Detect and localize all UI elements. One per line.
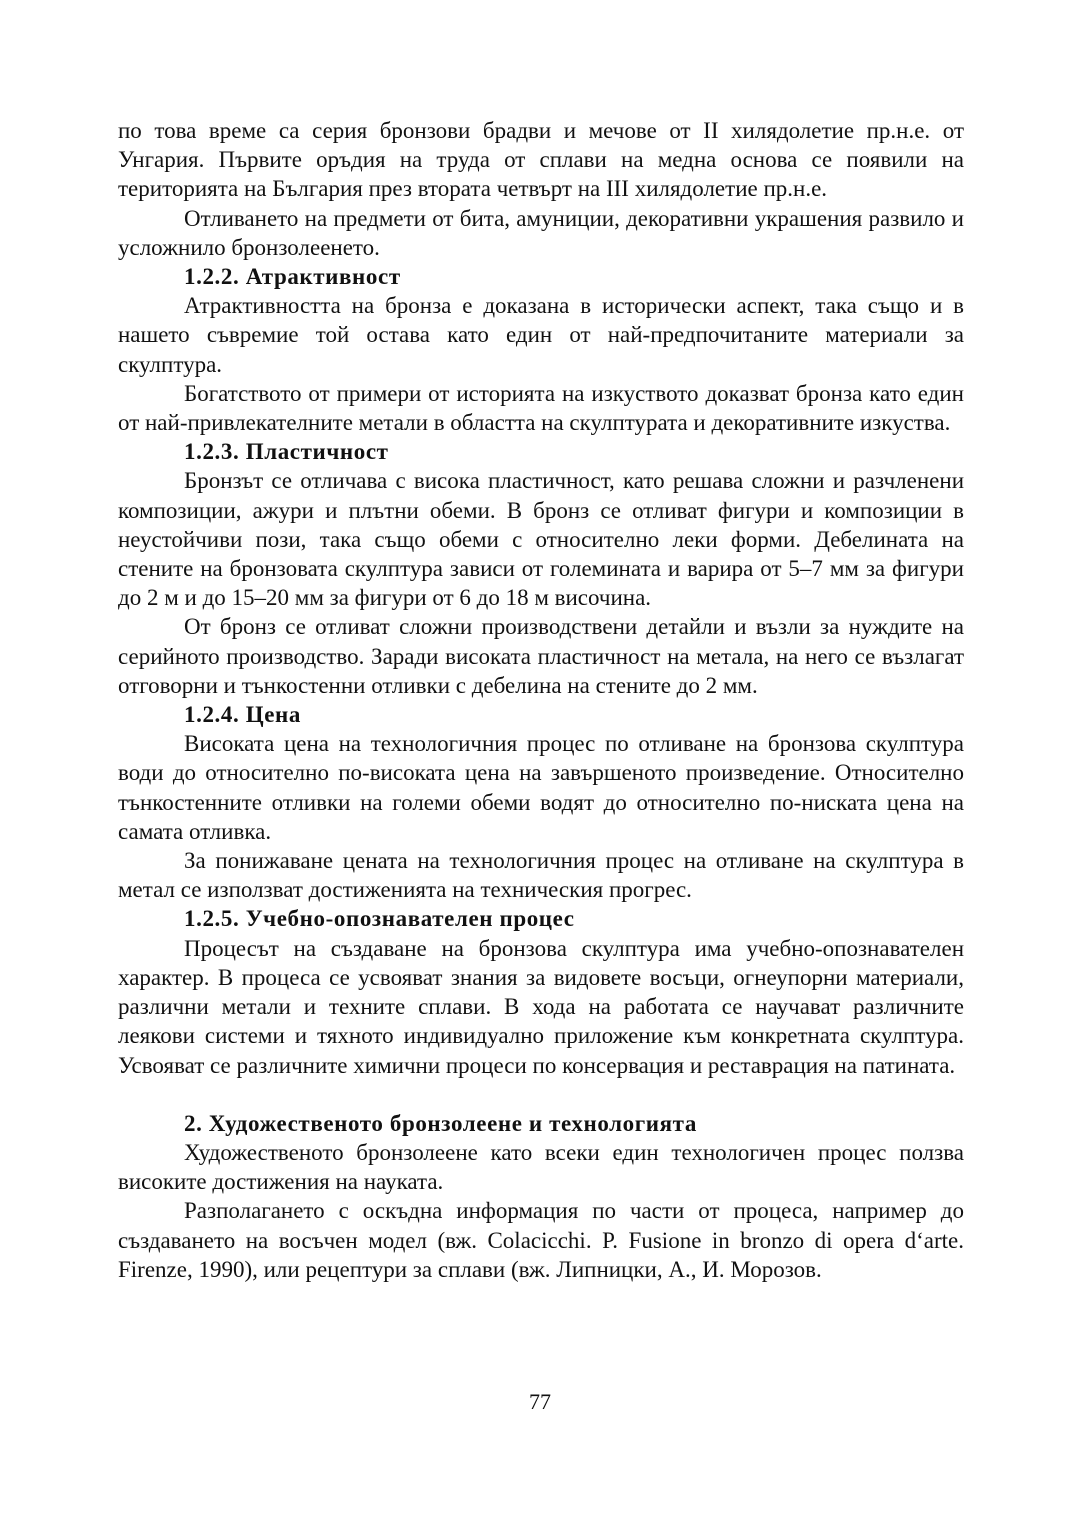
paragraph-art-bronze-2: Разполагането с оскъдна информация по части от процеса, например до създаването на восъчен модел (вж. Colacicchi. P. Fusione in bronzo di opera d‘arte. Firenze, 1990), или рецептури за сплави (вж. Липницки, А., И. Морозов. (118, 1198, 964, 1282)
page-body (118, 116, 964, 1284)
paragraph-attractiveness-2: Богатството от примери от историята на изкуството доказват бронза като един от най-привлекателните метали в областта на скулптурата и декоративните изкуства. (118, 380, 964, 436)
page-number: 77 (529, 1389, 551, 1414)
paragraph-attractiveness-1: Атрактивността на бронза е доказана в исторически аспект, така също и в нашето съвремие той остава като един от най-предпочитаните материали за скулптура. (118, 293, 964, 377)
paragraph-price-1: Високата цена на технологичния процес по отливане на бронзова скулптура води до относително по-високата цена на завършеното произведение. Относително тънкостенните отливки на големи обеми водят до относително по-ниската цена на самата отливка. (118, 731, 964, 844)
paragraph-art-bronze-1: Художественото бронзолеене като всеки един технологичен процес ползва високите достижения на науката. (118, 1139, 964, 1195)
heading-attractiveness: 1.2.2. Атрактивност (184, 264, 401, 290)
heading-plasticity: 1.2.3. Пластичност (184, 439, 389, 465)
heading-art-bronze: 2. Художественото бронзолеене и технологията (184, 1110, 697, 1136)
paragraph-intro-continued: по това време са серия бронзови брадви и мечове от II хилядолетие пр.н.е. от Унгария. Първите оръдия на труда от сплави на медна основа се появили на територията на България през втората четвърт на III хилядолетие пр.н.е. (118, 118, 964, 202)
paragraph-casting-items: Отливането на предмети от бита, амуниции, декоративни украшения развило и усложнило бронзолеенето. (118, 205, 964, 260)
paragraph-plasticity-2: От бронз се отливат сложни производствени детайли и възли за нуждите на серийното производство. Заради високата пластичност на метала, на него се възлагат отговорни и тънкостенни отливки с дебелина на стените до 2 мм. (118, 614, 964, 698)
paragraph-plasticity-1: Бронзът се отличава с висока пластичност, като решава сложни и разчленени композиции, ажури и плътни обеми. В бронз се отливат фигури и композиции в неустойчиви пози, така също обеми с относително леки форми. Дебелината на стените на бронзовата скулптура зависи от големината и варира от 5–7 мм за фигури до 2 м и до 15–20 мм за фигури от 6 до 18 м височина. (118, 468, 964, 611)
paragraph-educational-1: Процесът на създаване на бронзова скулптура има учебно-опознавателен характер. В процеса се усвояват знания за видовете восъци, огнеупорни материали, различни метали и техните сплави. В хода на работата се научават различните леякови системи и тяхното индивидуално приложение към конкретната скулптура. Усвояват се различните химични процеси по консервация и реставрация на патината. (118, 935, 964, 1078)
heading-price: 1.2.4. Цена (184, 702, 301, 728)
heading-educational: 1.2.5. Учебно-опознавателен процес (184, 906, 575, 932)
paragraph-price-2: За понижаване цената на технологичния процес на отливане на скулптура в метал се използват достиженията на техническия прогрес. (118, 848, 964, 903)
